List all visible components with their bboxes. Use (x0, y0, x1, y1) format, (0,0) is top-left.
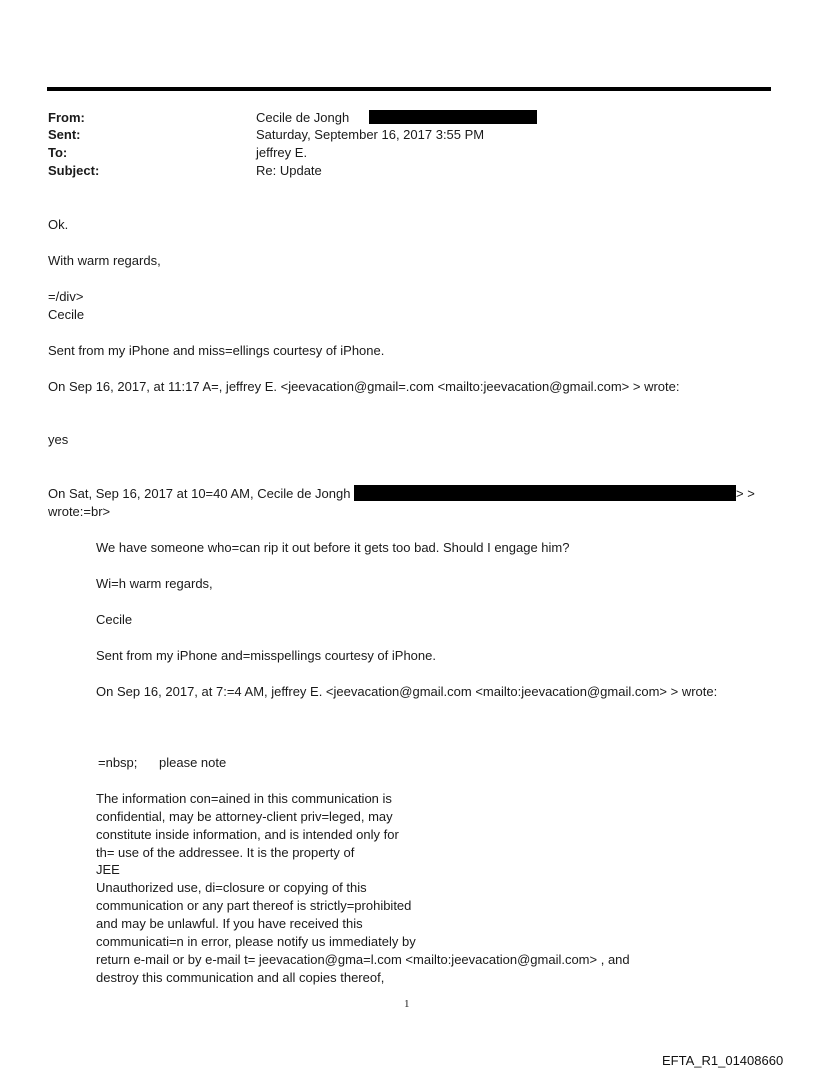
subject-label: Subject: (48, 163, 100, 178)
disclaimer-line: communication or any part thereof is strictly=prohibited (96, 898, 412, 913)
quote-header: On Sep 16, 2017, at 7:=4 AM, jeffrey E. <jeevacation@gmail.com <mailto:jeevacation@gmail.com> > wrote: (96, 684, 718, 699)
disclaimer-line: The information con=ained in this communication is (96, 791, 392, 806)
body-line: =/div> (48, 289, 84, 304)
body-line: Wi=h warm regards, (96, 576, 213, 591)
quote-header: On Sat, Sep 16, 2017 at 10=40 AM, Cecile de Jongh (48, 486, 351, 501)
from-value: Cecile de Jongh (256, 110, 350, 125)
document-id: EFTA_R1_01408660 (662, 1053, 784, 1068)
body-line: Cecile (96, 612, 133, 627)
body-line: =nbsp; (98, 755, 138, 770)
body-line: please note (159, 755, 227, 770)
redaction-block (354, 485, 736, 501)
redaction-block (369, 110, 537, 124)
header-divider (47, 87, 771, 91)
from-label: From: (48, 110, 85, 125)
quote-header: On Sep 16, 2017, at 11:17 A=, jeffrey E. <jeevacation@gmail=.com <mailto:jeevacation@gmail.com> > wrote: (48, 379, 680, 394)
body-line: Sent from my iPhone and=misspellings courtesy of iPhone. (96, 648, 436, 663)
disclaimer-line: confidential, may be attorney-client priv=leged, may (96, 809, 393, 824)
body-line: With warm regards, (48, 253, 161, 268)
body-line: yes (48, 432, 69, 447)
subject-value: Re: Update (256, 163, 322, 178)
body-line: Cecile (48, 307, 85, 322)
disclaimer-line: Unauthorized use, di=closure or copying of this (96, 880, 367, 895)
disclaimer-line: and may be unlawful. If you have received this (96, 916, 363, 931)
disclaimer-line: JEE (96, 862, 120, 877)
page-number: 1 (404, 998, 410, 1010)
sent-label: Sent: (48, 127, 81, 142)
disclaimer-line: destroy this communication and all copies thereof, (96, 970, 385, 985)
disclaimer-line: communicati=n in error, please notify us immediately by (96, 934, 416, 949)
quote-header: wrote:=br> (48, 504, 111, 519)
to-value: jeffrey E. (256, 145, 308, 160)
body-line: We have someone who=can rip it out before it gets too bad. Should I engage him? (96, 540, 570, 555)
disclaimer-line: return e-mail or by e-mail t= jeevacation@gma=l.com <mailto:jeevacation@gmail.com> , and (96, 952, 630, 967)
body-line: Ok. (48, 217, 69, 232)
quote-header-tail: > > (736, 486, 755, 501)
disclaimer-line: th= use of the addressee. It is the property of (96, 845, 355, 860)
to-label: To: (48, 145, 68, 160)
disclaimer-line: constitute inside information, and is intended only for (96, 827, 399, 842)
sent-value: Saturday, September 16, 2017 3:55 PM (256, 127, 485, 142)
body-line: Sent from my iPhone and miss=ellings courtesy of iPhone. (48, 343, 385, 358)
